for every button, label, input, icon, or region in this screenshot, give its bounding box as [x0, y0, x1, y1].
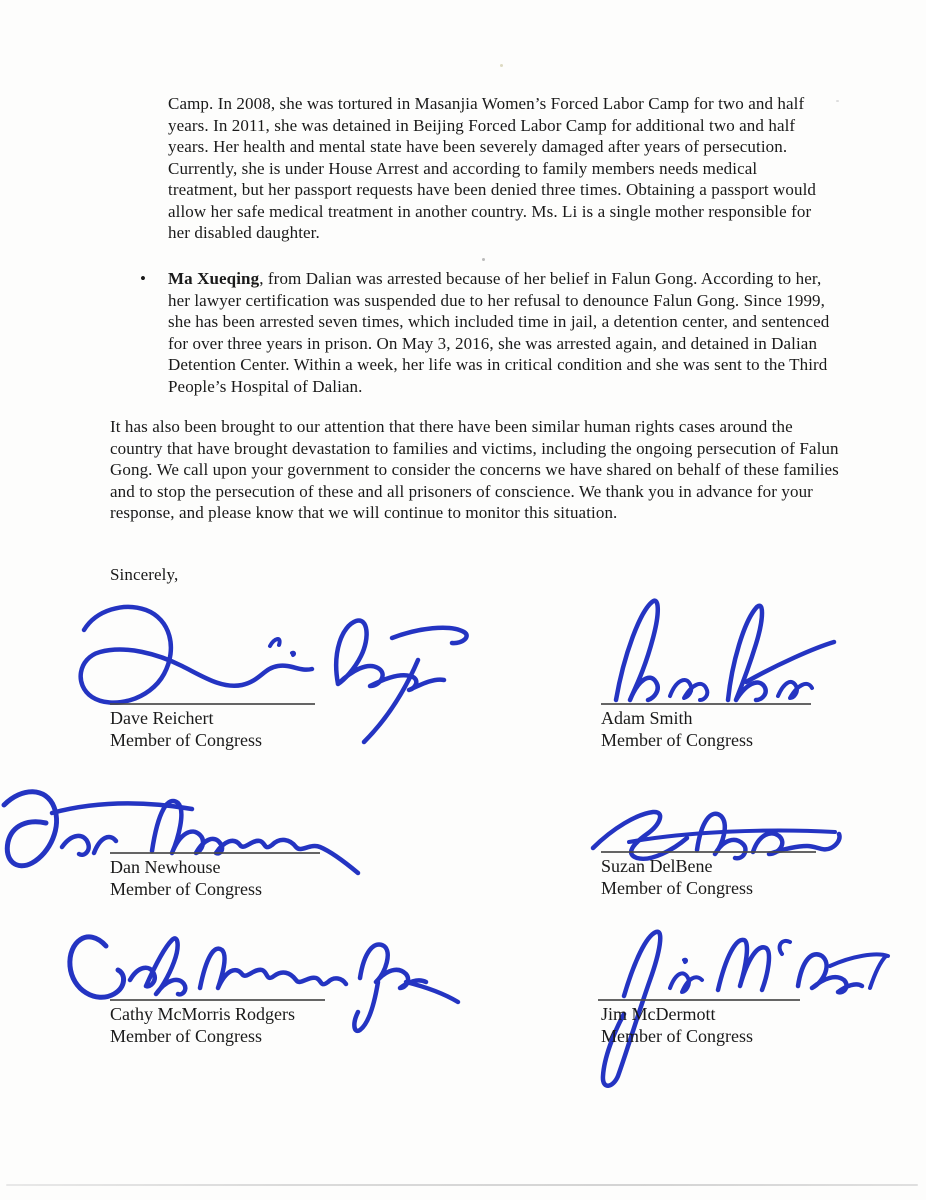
bullet-text: , from Dalian was arrested because of her belief in Falun Gong. According to her, her lawyer certification was suspended due to her refusal to denounce Falun Gong. Since 1999, she has been arrested seven times, which included time in jail, a detention center, and sentenced for over three years in prison. On May 3, 2016, she was arrested again, and detained in Dalian Detention Center. Within a week, her life was in critical condition and she was sent to the Third People’s Hospital of Dalian. [168, 269, 830, 396]
signatory-title: Member of Congress [110, 730, 262, 750]
signature-line [601, 851, 816, 853]
scan-speck [500, 64, 503, 67]
signatory-title: Member of Congress [110, 1026, 262, 1046]
detainee-name-bold: Ma Xueqing [168, 269, 260, 288]
signatory-name: Dave Reichert [110, 708, 214, 728]
scan-speck [836, 100, 839, 102]
signatory-name: Dan Newhouse [110, 857, 221, 877]
signatory-title: Member of Congress [601, 878, 753, 898]
scan-edge-artifact [6, 1184, 918, 1186]
signature-line [601, 703, 811, 705]
valediction: Sincerely, [110, 565, 179, 584]
signatory-title: Member of Congress [110, 879, 262, 899]
signature-line [598, 999, 800, 1001]
signatory-name: Suzan DelBene [601, 856, 713, 876]
signature-line [110, 852, 320, 854]
paragraph-labor-camp: Camp. In 2008, she was tortured in Masanjia Women’s Forced Labor Camp for two and half years. In 2011, she was detained in Beijing Forced Labor Camp for additional two and half years. Her health and mental state have been severely damaged after years of persecution. Currently, she is under House Arrest and according to family members needs medical treatment, but her passport requests have been denied three times. Obtaining a passport would allow her safe medical treatment in another country. Ms. Li is a single mother responsible for her disabled daughter. [168, 94, 817, 242]
scan-speck [482, 258, 485, 261]
signature-line [110, 703, 315, 705]
signatory-name: Adam Smith [601, 708, 693, 728]
signatory-name: Cathy McMorris Rodgers [110, 1004, 295, 1024]
signature-image-adam-smith [598, 590, 838, 712]
signatory-title: Member of Congress [601, 1026, 753, 1046]
paragraph-closing: It has also been brought to our attention that there have been similar human rights cases around the country that have brought devastation to families and victims, including the ongoing persecution of Falun Gong. We call upon your government to consider the concerns we have shared on behalf of these families and to stop the persecution of these and all prisoners of conscience. We thank you in advance for your response, and please know that we will continue to monitor this situation. [110, 417, 839, 522]
signatory-name: Jim McDermott [601, 1004, 716, 1024]
signature-line [110, 999, 325, 1001]
bullet-marker: • [140, 269, 146, 288]
bullet-item-ma-xueqing [168, 268, 830, 397]
signatory-title: Member of Congress [601, 730, 753, 750]
